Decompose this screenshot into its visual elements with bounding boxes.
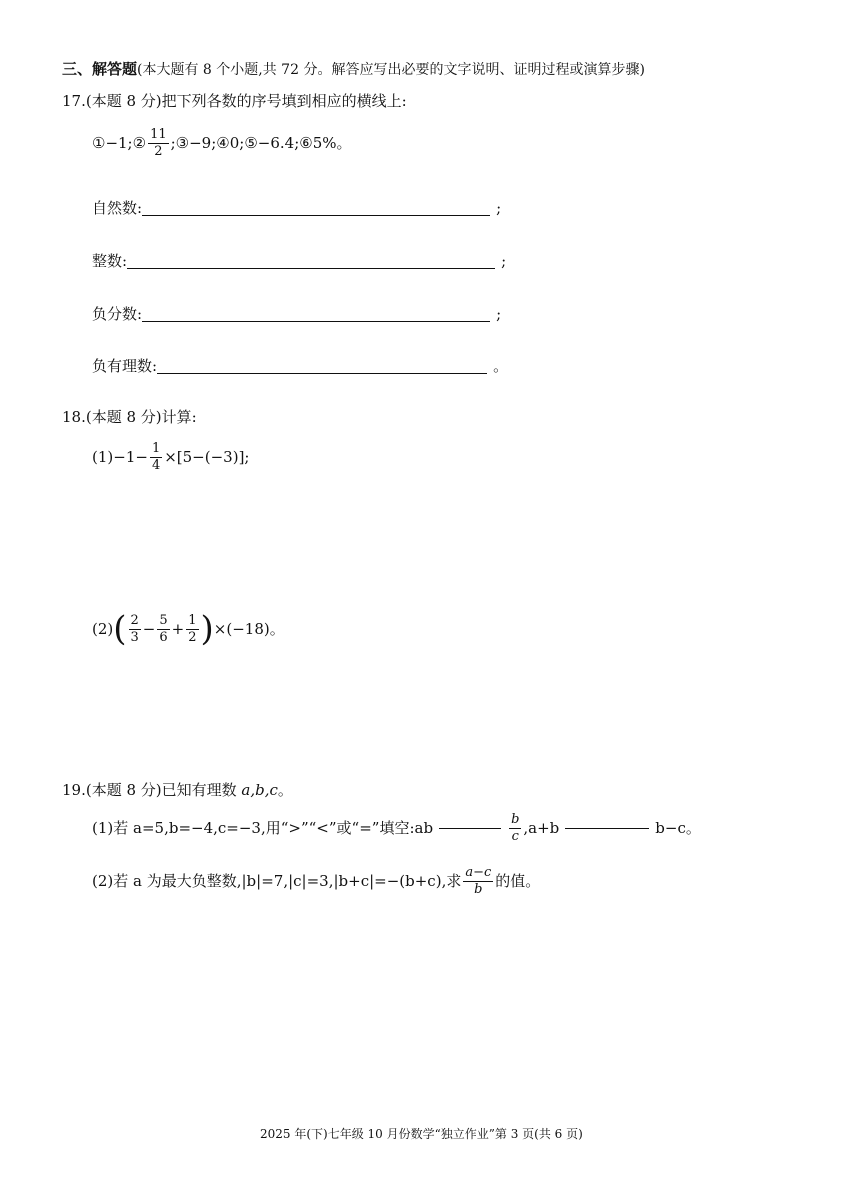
q19-header xyxy=(62,783,293,798)
answer-line[interactable] xyxy=(142,200,490,216)
fraction-den: 6 xyxy=(159,629,168,645)
answer-line[interactable] xyxy=(127,253,495,269)
q17-fraction-num: 11 xyxy=(150,127,167,142)
q17-fraction xyxy=(148,128,169,158)
q17-row-natural xyxy=(92,200,501,216)
q19-header-end: 。 xyxy=(277,781,293,799)
q18-p1-fraction-den: 4 xyxy=(151,457,161,473)
fraction-num: b xyxy=(511,812,520,827)
q18-p2-fraction-2 xyxy=(157,614,169,644)
q17-row-label: 整数: xyxy=(92,252,128,270)
q18-p1-text-b: ×[5−(−3)]; xyxy=(164,447,250,466)
q19-part1 xyxy=(92,813,701,843)
q17-row-label: 自然数: xyxy=(92,199,143,217)
q17-row-negrational xyxy=(92,358,508,374)
q17-row-label: 负分数: xyxy=(92,305,143,323)
q17-row-label: 负有理数: xyxy=(92,357,158,375)
q19-p1-text-a: (1)若 a=5,b=−4,c=−3,用“>”“<”或“=”填空:ab xyxy=(92,818,434,837)
q18-p2-fraction-1 xyxy=(129,614,141,644)
fraction-num: a−c xyxy=(465,865,492,880)
q18-p2-text-a: (2) xyxy=(92,619,114,638)
q17-numbers-part1: ①−1;② xyxy=(92,133,147,152)
q17-row-end: 。 xyxy=(493,357,509,375)
answer-blank-1[interactable] xyxy=(439,813,501,829)
q17-row-end: ; xyxy=(496,305,502,323)
q19-p1-mid: ,a+b xyxy=(523,818,560,837)
q17-row-integer xyxy=(92,253,506,269)
fraction-den: b xyxy=(474,881,483,897)
page-footer: 2025 年(下)七年级 10 月份数学“独立作业”第 3 页(共 6 页) xyxy=(260,1127,583,1141)
q17-row-end: ; xyxy=(501,252,507,270)
q18-p1-text-a: (1)−1− xyxy=(92,447,148,466)
q18-p2-text-b: ×(−18)。 xyxy=(213,619,285,638)
q19-p1-fraction xyxy=(509,813,521,843)
q18-part1 xyxy=(92,442,249,472)
q17-numbers xyxy=(92,128,352,158)
fraction-den: c xyxy=(511,828,519,844)
fraction-den: 3 xyxy=(130,629,139,645)
fraction-den: 2 xyxy=(188,629,197,645)
fraction-num: 2 xyxy=(130,612,139,628)
q19-header-vars: a,b,c xyxy=(241,781,278,799)
answer-blank-2[interactable] xyxy=(565,813,649,829)
section-title: 三、解答题 xyxy=(62,60,138,78)
q17-fraction-den: 2 xyxy=(154,143,163,159)
left-paren: ( xyxy=(113,609,127,649)
fraction-num: 5 xyxy=(159,612,168,628)
section-header xyxy=(62,62,645,77)
q18-part2 xyxy=(92,609,285,649)
fraction-num: 1 xyxy=(188,612,197,628)
q19-p1-end: b−c。 xyxy=(655,818,701,837)
section-note: (本大题有 8 个小题,共 72 分。解答应写出必要的文字说明、证明过程或演算步骤) xyxy=(137,62,645,78)
q19-p2-fraction xyxy=(463,866,493,896)
plus-sign: + xyxy=(171,619,185,638)
q18-p1-fraction-num: 1 xyxy=(151,441,161,456)
q19-p2-end: 的值。 xyxy=(495,871,541,890)
q18-header: 18.(本题 8 分)计算: xyxy=(62,408,197,426)
q17-row-end: ; xyxy=(496,199,502,217)
minus-sign: − xyxy=(142,619,156,638)
answer-line[interactable] xyxy=(142,306,490,322)
right-paren: ) xyxy=(200,609,214,649)
q19-header-text: 19.(本题 8 分)已知有理数 xyxy=(62,781,242,799)
q18-p2-fraction-3 xyxy=(186,614,198,644)
answer-line[interactable] xyxy=(157,358,487,374)
q19-p2-text-a: (2)若 a 为最大负整数,|b|=7,|c|=3,|b+c|=−(b+c),求 xyxy=(92,871,462,890)
q19-part2 xyxy=(92,866,540,896)
q17-header: 17.(本题 8 分)把下列各数的序号填到相应的横线上: xyxy=(62,92,407,110)
q17-numbers-part2: ;③−9;④0;⑤−6.4;⑥5%。 xyxy=(170,133,352,152)
q18-p1-fraction xyxy=(150,442,162,472)
q17-row-negfraction xyxy=(92,306,501,322)
